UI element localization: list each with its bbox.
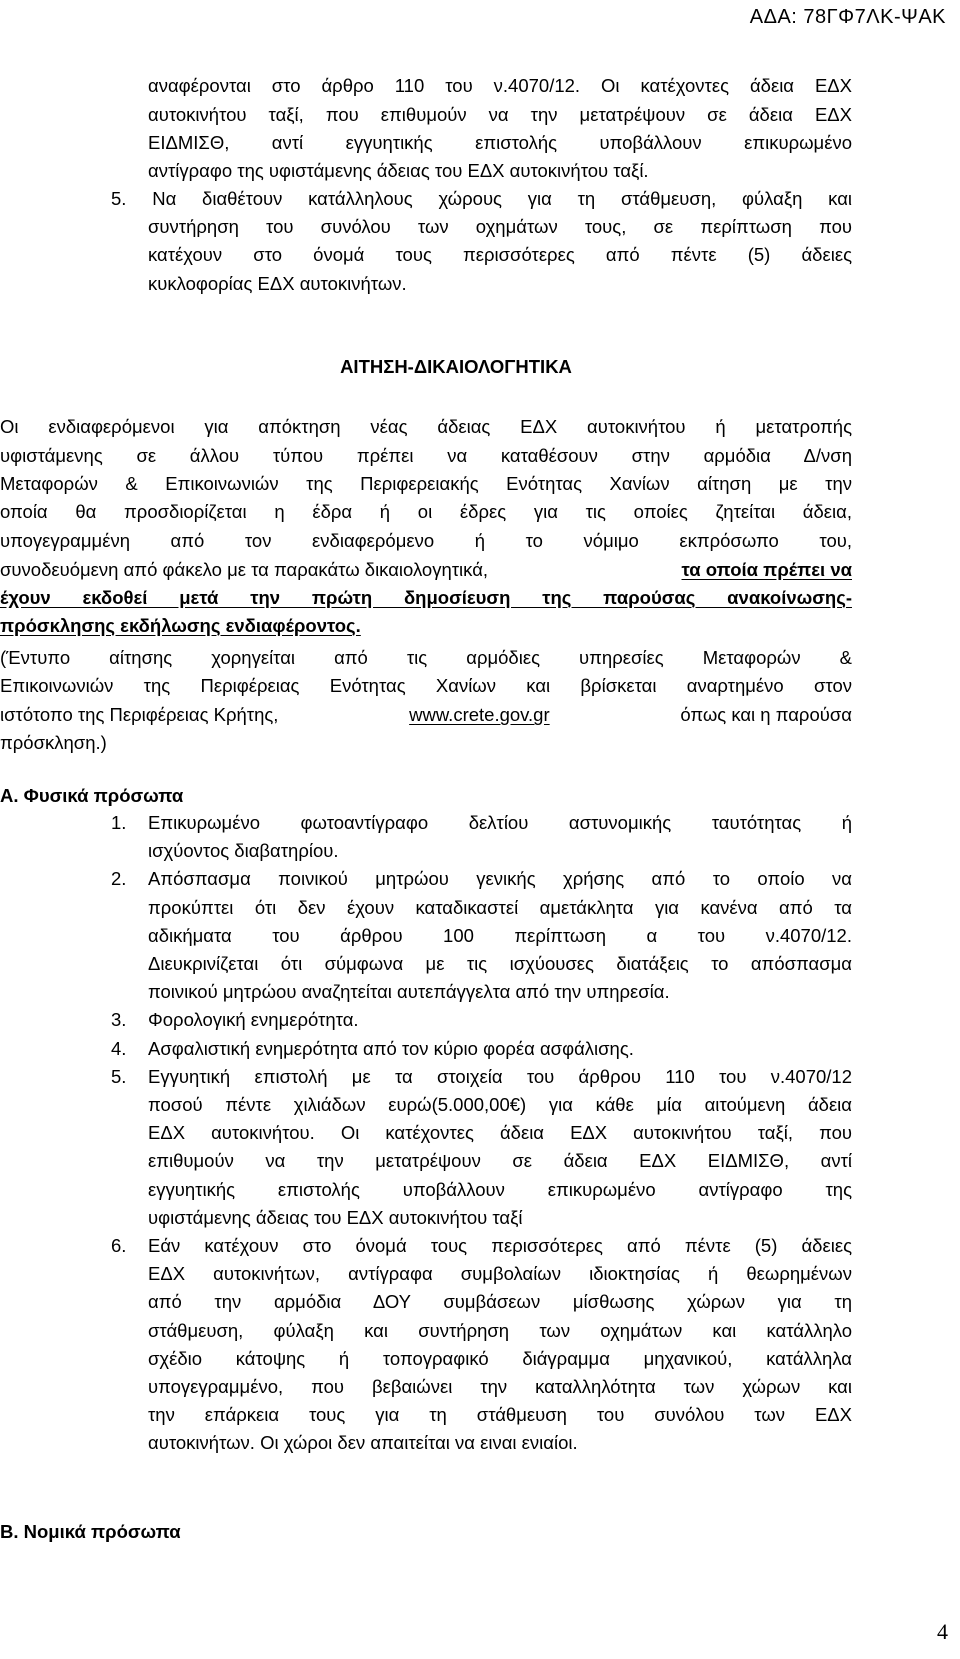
page-number: 4 [937,1619,948,1644]
intro-line: αντίγραφο της υφιστάμενης άδειας του ΕΔΧ αυτοκινήτου ταξί. [148,160,649,181]
para-line: Οι ενδιαφερόμενοι για απόκτηση νέας άδειας ΕΔΧ αυτοκινήτου ή μετατροπής [0,416,852,437]
note-text: όπως και η παρούσα [680,704,852,725]
para-emphasis-line: έχουν εκδοθεί μετά την πρώτη δημοσίευση της παρούσας ανακοίνωσης- [0,587,852,608]
list-item-line: την επάρκεια τους για τη στάθμευση του συνόλου των ΕΔΧ [148,1404,852,1426]
intro-line: συντήρηση του συνόλου των οχημάτων τους, σε περίπτωση που [148,216,852,237]
list-item-line: Επικυρωμένο φωτοαντίγραφο δελτίου αστυνομικής ταυτότητας ή [148,812,852,833]
list-item-line: Εγγυητική επιστολή με τα στοιχεία του άρθρου 110 του ν.4070/12 [148,1065,852,1087]
para-line: Μεταφορών & Επικοινωνιών της Περιφερειακής Ενότητας Χανίων αίτηση με την [0,473,852,494]
main-paragraph [0,415,852,645]
list-item-line: ποινικού μητρώου αναζητείται αυτεπάγγελτα από την υπηρεσία. [148,981,670,1003]
list-item-line: υπογεγραμμένο, που βεβαιώνει την καταλληλότητα των χώρων και [148,1376,852,1397]
item-5-intro-cont [148,215,852,305]
note-line [0,703,852,727]
note-line: Επικοινωνιών της Περιφέρειας Ενότητας Χανίων και βρίσκεται αναρτημένο στον [0,675,852,696]
list-item-number: 4. [111,1037,127,1059]
ada-header: ΑΔΑ: 78ΓΦ7ΛΚ-ΨΑΚ [749,6,946,28]
crete-gov-link[interactable]: www.crete.gov.gr [409,704,550,725]
para-line [0,558,852,582]
list-item-line: αδικήματα του άρθρου 100 περίπτωση α του ν.4070/12. [148,924,852,946]
list-item-line: ΕΔΧ αυτοκινήτου. Οι κατέχοντες άδεια ΕΔΧ αυτοκινήτου ταξί, που [148,1122,852,1144]
intro-line: 5. Να διαθέτουν κατάλληλους χώρους για τη στάθμευση, φύλαξη και [111,188,852,209]
list-item-line: εγγυητικής επιστολής υποβάλλουν επικυρωμένο αντίγραφο της [148,1178,852,1200]
list-item-line: ΕΔΧ αυτοκινήτων, αντίγραφα συμβολαίων ιδιοκτησίας ή θεωρημένων [148,1263,852,1285]
list-item-line: επιθυμούν να την μετατρέψουν σε άδεια ΕΔΧ ΕΙΔΜΙΣΘ, αντί [148,1150,852,1172]
intro-line: κατέχουν στο όνομά τους περισσότερες από πέντε (5) άδειες [148,244,852,265]
list-item-line: Απόσπασμα ποινικού μητρώου γενικής χρήσης από το οποίο να [148,868,852,890]
list-item-line: σχέδιο κάτοψης ή τοπογραφικό διάγραμμα μηχανικού, κατάλληλα [148,1347,852,1369]
list-item-line: στάθμευση, φύλαξη και συντήρηση των οχημάτων και κατάλληλο [148,1319,852,1341]
intro-line: αναφέρονται στο άρθρο 110 του ν.4070/12. Οι κατέχοντες άδεια ΕΔΧ [148,75,852,96]
note-line: (Έντυπο αίτησης χορηγείται από τις αρμόδιες υπηρεσίες Μεταφορών & [0,647,852,668]
requirements-list [0,811,852,1454]
note-text: ιστότοπο της Περιφέρειας Κρήτης, [0,704,279,725]
para-line: υπογεγραμμένη από τον ενδιαφερόμενο ή το νόμιμο εκπρόσωπο του, [0,530,852,551]
para-line: οποία θα προσδιορίζεται η έδρα ή οι έδρες για τις οποίες ζητείται άδεια, [0,501,852,522]
list-item-number: 1. [111,812,127,833]
note-line: πρόσκληση.) [0,732,107,753]
list-item-line: Διευκρινίζεται ότι σύμφωνα με τις ισχύουσες διατάξεις το απόσπασμα [148,953,852,974]
list-item-line: προκύπτει ότι δεν έχουν καταδικαστεί αμετάκλητα για κανένα από τα [148,896,852,918]
list-item-number: 2. [111,868,127,890]
para-plain: συνοδευόμενη από φάκελο με τα παρακάτω δικαιολογητικά, [0,559,489,580]
intro-line: κυκλοφορίας ΕΔΧ αυτοκινήτων. [148,273,407,294]
para-line: υφιστάμενης σε άλλου τύπου πρέπει να καταθέσουν στην αρμόδια Δ/νση [0,445,852,466]
list-item-number: 6. [111,1235,127,1256]
intro-line: ΕΙΔΜΙΣΘ, αντί εγγυητικής επιστολής υποβάλλουν επικυρωμένο [148,132,852,153]
list-item-line: ισχύοντος διαβατηρίου. [148,840,339,862]
list-item-line: Ασφαλιστική ενημερότητα από τον κύριο φορέα ασφάλισης. [148,1037,634,1059]
list-item-line: Εάν κατέχουν στο όνομά τους περισσότερες από πέντε (5) άδειες [148,1235,852,1256]
section-a-title: Α. Φυσικά πρόσωπα [0,785,184,806]
list-item-line: αυτοκινήτων. Οι χώροι δεν απαιτείται να ειναι ενιαίοι. [148,1432,578,1454]
list-item-line: Φορολογική ενημερότητα. [148,1009,359,1031]
list-item-line: από την αρμόδια ΔΟΥ συμβάσεων μίσθωσης χώρων για τη [148,1291,852,1313]
list-item-line: υφιστάμενης άδειας του ΕΔΧ αυτοκινήτου ταξί [148,1206,523,1228]
para-emphasis: τα οποία πρέπει να [681,559,852,580]
intro-line: αυτοκινήτου ταξί, που επιθυμούν να την μετατρέψουν σε άδεια ΕΔΧ [148,104,852,125]
section-heading: ΑΙΤΗΣΗ-ΔΙΚΑΙΟΛΟΓΗΤΙΚΑ [340,356,572,377]
list-item-line: ποσού πέντε χιλιάδων ευρώ(5.000,00€) για κάθε μία αιτούμενη άδεια [148,1094,852,1115]
list-item-number: 3. [111,1009,127,1031]
form-note [0,646,852,766]
list-item-number: 5. [111,1065,127,1087]
section-b-title: Β. Νομικά πρόσωπα [0,1521,181,1542]
para-emphasis-line: πρόσκλησης εκδήλωσης ενδιαφέροντος. [0,615,361,636]
